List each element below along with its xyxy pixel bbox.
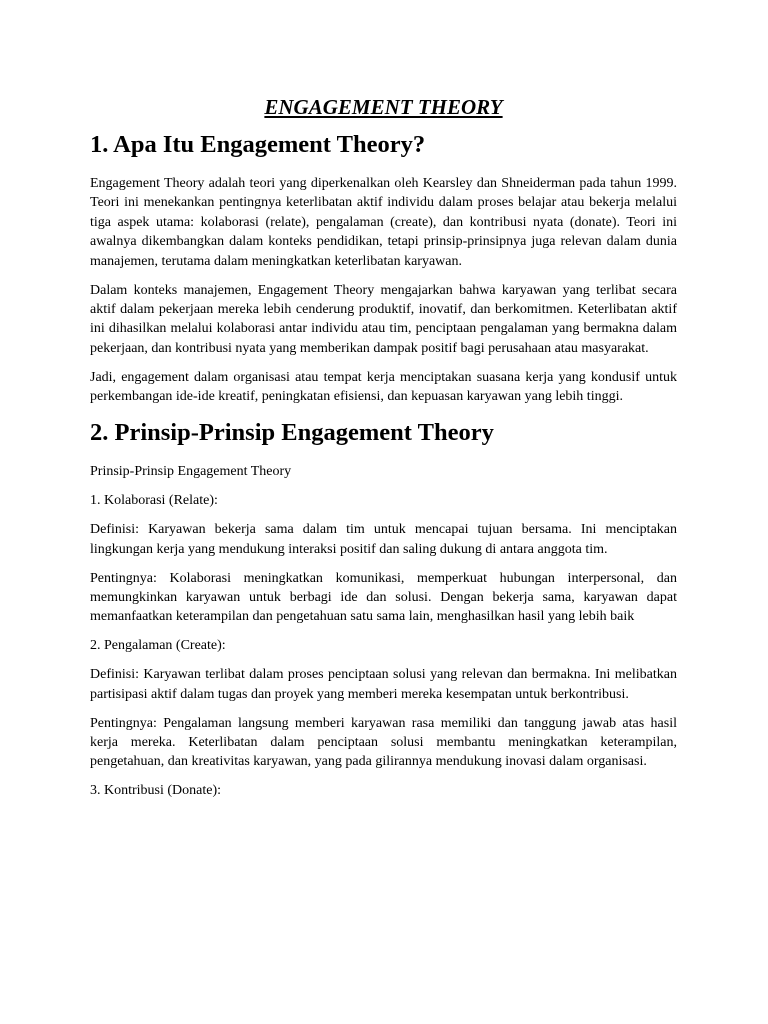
principle-label-donate: 3. Kontribusi (Donate): <box>90 783 222 799</box>
principle-importance-relate: Pentingnya: Kolaborasi meningkatkan komunikasi, memperkuat hubungan interpersonal, dan memungkinkan karyawan untuk berbagi ide dan solusi. Dengan bekerja sama, karyawan dapat memanfaatkan keterampilan dan pengetahuan satu sama lain, menghasilkan hasil yang lebih baik <box>90 570 677 625</box>
document-title: ENGAGEMENT THEORY <box>264 95 503 119</box>
paragraph-management-context: Dalam konteks manajemen, Engagement Theory mengajarkan bahwa karyawan yang terlibat secara aktif dalam pekerjaan mereka lebih cenderung produktif, inovatif, dan berkomitmen. Keterlibatan aktif ini dihasilkan melalui kolaborasi antar individu atau tim, penciptaan pengalaman yang bermakna dalam pekerjaan, dan kontribusi nyata yang memberikan dampak positif bagi perusahaan atau masyarakat. <box>90 282 677 356</box>
paragraph-conclusion: Jadi, engagement dalam organisasi atau tempat kerja menciptakan suasana kerja yang kondusif untuk perkembangan ide-ide kreatif, peningkatan efisiensi, dan kepuasan karyawan yang lebih tinggi. <box>90 369 677 405</box>
principle-label-create: 2. Pengalaman (Create): <box>90 638 226 654</box>
section-heading-what-is: 1. Apa Itu Engagement Theory? <box>90 131 426 158</box>
principle-definition-create: Definisi: Karyawan terlibat dalam proses penciptaan solusi yang relevan dan bermakna. Ini melibatkan partisipasi aktif dalam tugas dan proyek yang memberi mereka kesempatan untuk berkontribusi. <box>90 667 677 702</box>
principles-intro: Prinsip-Prinsip Engagement Theory <box>90 464 292 480</box>
principle-label-relate: 1. Kolaborasi (Relate): <box>90 493 218 509</box>
section-heading-principles: 2. Prinsip-Prinsip Engagement Theory <box>90 419 494 447</box>
principle-importance-create: Pentingnya: Pengalaman langsung memberi karyawan rasa memiliki dan tanggung jawab atas hasil kerja mereka. Keterlibatan dalam penciptaan solusi membantu meningkatkan keterampilan, pengetahuan, dan kreativitas karyawan, yang pada gilirannya mendukung inovasi dalam organisasi. <box>90 715 677 770</box>
paragraph-definition: Engagement Theory adalah teori yang diperkenalkan oleh Kearsley dan Shneiderman pada tahun 1999. Teori ini menekankan pentingnya keterlibatan aktif individu dalam proses belajar atau bekerja melalui tiga aspek utama: kolaborasi (relate), pengalaman (create), dan kontribusi nyata (donate). Teori ini awalnya dikembangkan dalam konteks pendidikan, tetapi prinsip-prinsipnya juga relevan dalam dunia manajemen, terutama dalam meningkatkan keterlibatan karyawan. <box>90 176 677 269</box>
principle-definition-relate: Definisi: Karyawan bekerja sama dalam tim untuk mencapai tujuan bersama. Ini menciptakan lingkungan kerja yang mendukung interaksi positif dan saling dukung di antara anggota tim. <box>90 522 677 557</box>
document-body <box>90 94 677 810</box>
